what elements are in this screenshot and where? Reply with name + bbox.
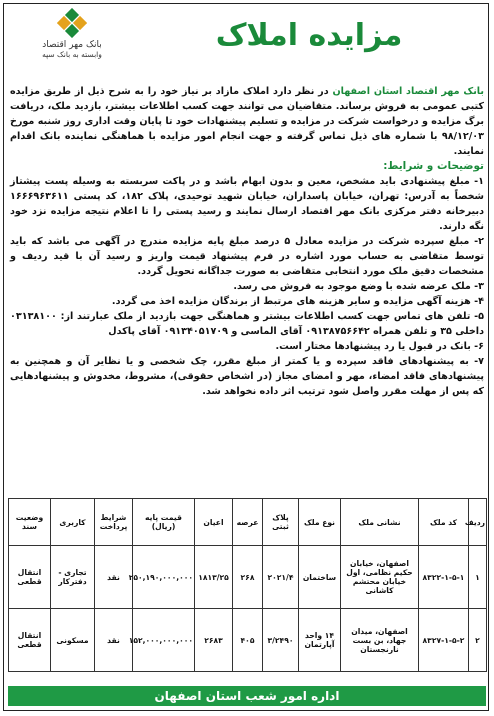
bank-affiliation: وابسته به بانک سپه [42, 50, 102, 59]
bank-name: بانک مهر اقتصاد [42, 40, 102, 50]
conditions-heading: توضیحات و شرایط: [383, 160, 484, 172]
table-cell: ۱۴ واحد آپارتمان [299, 609, 341, 672]
bank-logo-icon [57, 8, 87, 38]
table-cell: ساختمان [299, 546, 341, 609]
table-row [9, 609, 487, 672]
page-title: مزایده املاک [215, 18, 403, 53]
table-cell: ۱۵۲,۰۰۰,۰۰۰,۰۰۰ [133, 609, 195, 672]
table-header-cell: پلاک ثبتی [263, 499, 299, 546]
table-header-cell: نوع ملک [299, 499, 341, 546]
condition-item: ۴- هزینه آگهی مزایده و سایر هزینه های مرتبط از برندگان مزایده اخذ می گردد. [111, 296, 484, 307]
table-cell: انتقال قطعی [9, 546, 51, 609]
table-cell: ۲۰۲۱/۴ [263, 546, 299, 609]
table-cell: انتقال قطعی [9, 609, 51, 672]
table-cell: ۱۸۱۳/۲۵ [195, 546, 233, 609]
table-cell: ۲ [469, 609, 487, 672]
table-header-cell: عرصه [233, 499, 263, 546]
table-header-cell: کد ملک [419, 499, 469, 546]
table-cell: ۴۰۵ [233, 609, 263, 672]
intro-text: در نظر دارد املاک مازاد بر نیاز خود را به شرح ذیل از طریق مزایده کتبی عمومی به فروش برساند. متقاضیان می توانند جهت کسب اطلاعات بیشتر، بازدید ملک، دریافت برگ مزایده و درخواست شرکت در مزایده و تسلیم پیشنهادات خود تا پایان وقت اداری روز شنبه مورخ ۹۸/۱۲/۰۳ با شماره های ذیل تماس گرفته و جهت انجام امور مزایده با هماهنگی نماینده بانک اقدام نمایند. [9, 86, 484, 157]
intro-paragraph [10, 84, 484, 159]
table-cell: تجاری - دفترکار [51, 546, 95, 609]
table-cell: ۲۵۰,۱۹۰,۰۰۰,۰۰۰ [133, 546, 195, 609]
condition-item: ۱- مبلغ پیشنهادی باید مشخص، معین و بدون ابهام باشد و در پاکت سربسته به وسیله پست پیشتاز شخصاً به آدرس: تهران، خیابان پاسداران، خیابان شهید توحیدی، پلاک ۱۸۲، کد پستی ۱۶۶۶۹۶۳۶۱۱ دبیرخانه دفتر مرکزی بانک مهر اقتصاد ارسال نمایند و رسید پستی را تا اعلام نتیجه مزایده نزد خود نگه دارند. [10, 176, 484, 232]
condition-item: ۷- به پیشنهادهای فاقد سپرده و یا کمتر از مبلغ مقرر، چک شخصی و یا نظایر آن و همچنین به پیشنهادهای فاقد امضاء، مهر و امضای مجاز (در اشخاص حقوقی)، مشروط، مخدوش و پیشنهادهایی که پس از مهلت مقرر واصل شود ترتیب اثر داده نخواهد شد. [10, 356, 484, 397]
table-header-cell: وضعیت سند [9, 499, 51, 546]
table-header-cell: نشانی ملک [341, 499, 419, 546]
table-cell: اصفهان، خیابان حکیم نظامی، اول خیابان محتشم کاشانی [341, 546, 419, 609]
table-row [9, 546, 487, 609]
table-cell: نقد [95, 609, 133, 672]
table-header-cell: ردیف [469, 499, 487, 546]
footer-banner: اداره امور شعب استان اصفهان [8, 686, 486, 706]
table-cell: ۸۳۲۷-۱-۵-۲ [419, 609, 469, 672]
table-header-cell: شرایط پرداخت [95, 499, 133, 546]
table-header-cell: اعیان [195, 499, 233, 546]
table-cell: ۳/۲۴۹۰ [263, 609, 299, 672]
condition-item: ۵- تلفن های تماس جهت کسب اطلاعات بیشتر و هماهنگی جهت بازدید از ملک عبارتند از: ۰۳۱۳۸۱۰۰ داخلی ۳۵ و تلفن همراه ۰۹۱۳۸۷۵۶۶۴۲ آقای الماسی و ۰۹۱۳۴۰۵۱۷۰۹ آقای پاکدل [10, 311, 484, 337]
condition-item: ۶- بانک در قبول یا رد پیشنهادها مختار است. [275, 341, 484, 352]
table-cell: مسکونی [51, 609, 95, 672]
table-cell: ۱ [469, 546, 487, 609]
table-cell: ۲۶۸ [233, 546, 263, 609]
table-cell: اصفهان، میدان جهاد، بن بست نارنجستان [341, 609, 419, 672]
table-cell: نقد [95, 546, 133, 609]
condition-item: ۲- مبلغ سپرده شرکت در مزایده معادل ۵ درصد مبلغ پایه مزایده مندرج در آگهی می باشد که باید توسط متقاضی به حساب مورد اشاره در فرم پیشنهاد قیمت واریز و رسید آن با قید ردیف و مشخصات دقیق ملک مورد انتخابی متقاضی به صورت جداگانه تحویل گردد. [10, 236, 484, 277]
condition-item: ۳- ملک عرضه شده با وضع موجود به فروش می رسد. [233, 281, 484, 292]
table-cell: ۲۶۸۳ [195, 609, 233, 672]
bank-logo [12, 8, 132, 80]
table-header-row [9, 499, 487, 546]
table-header-cell: کاربری [51, 499, 95, 546]
table-cell: ۸۳۲۲-۱-۵-۱ [419, 546, 469, 609]
ad-body [10, 84, 484, 399]
property-table [8, 498, 487, 672]
table-header-cell: قیمت پایه (ریال) [133, 499, 195, 546]
intro-lead: بانک مهر اقتصاد استان اصفهان [332, 86, 484, 97]
